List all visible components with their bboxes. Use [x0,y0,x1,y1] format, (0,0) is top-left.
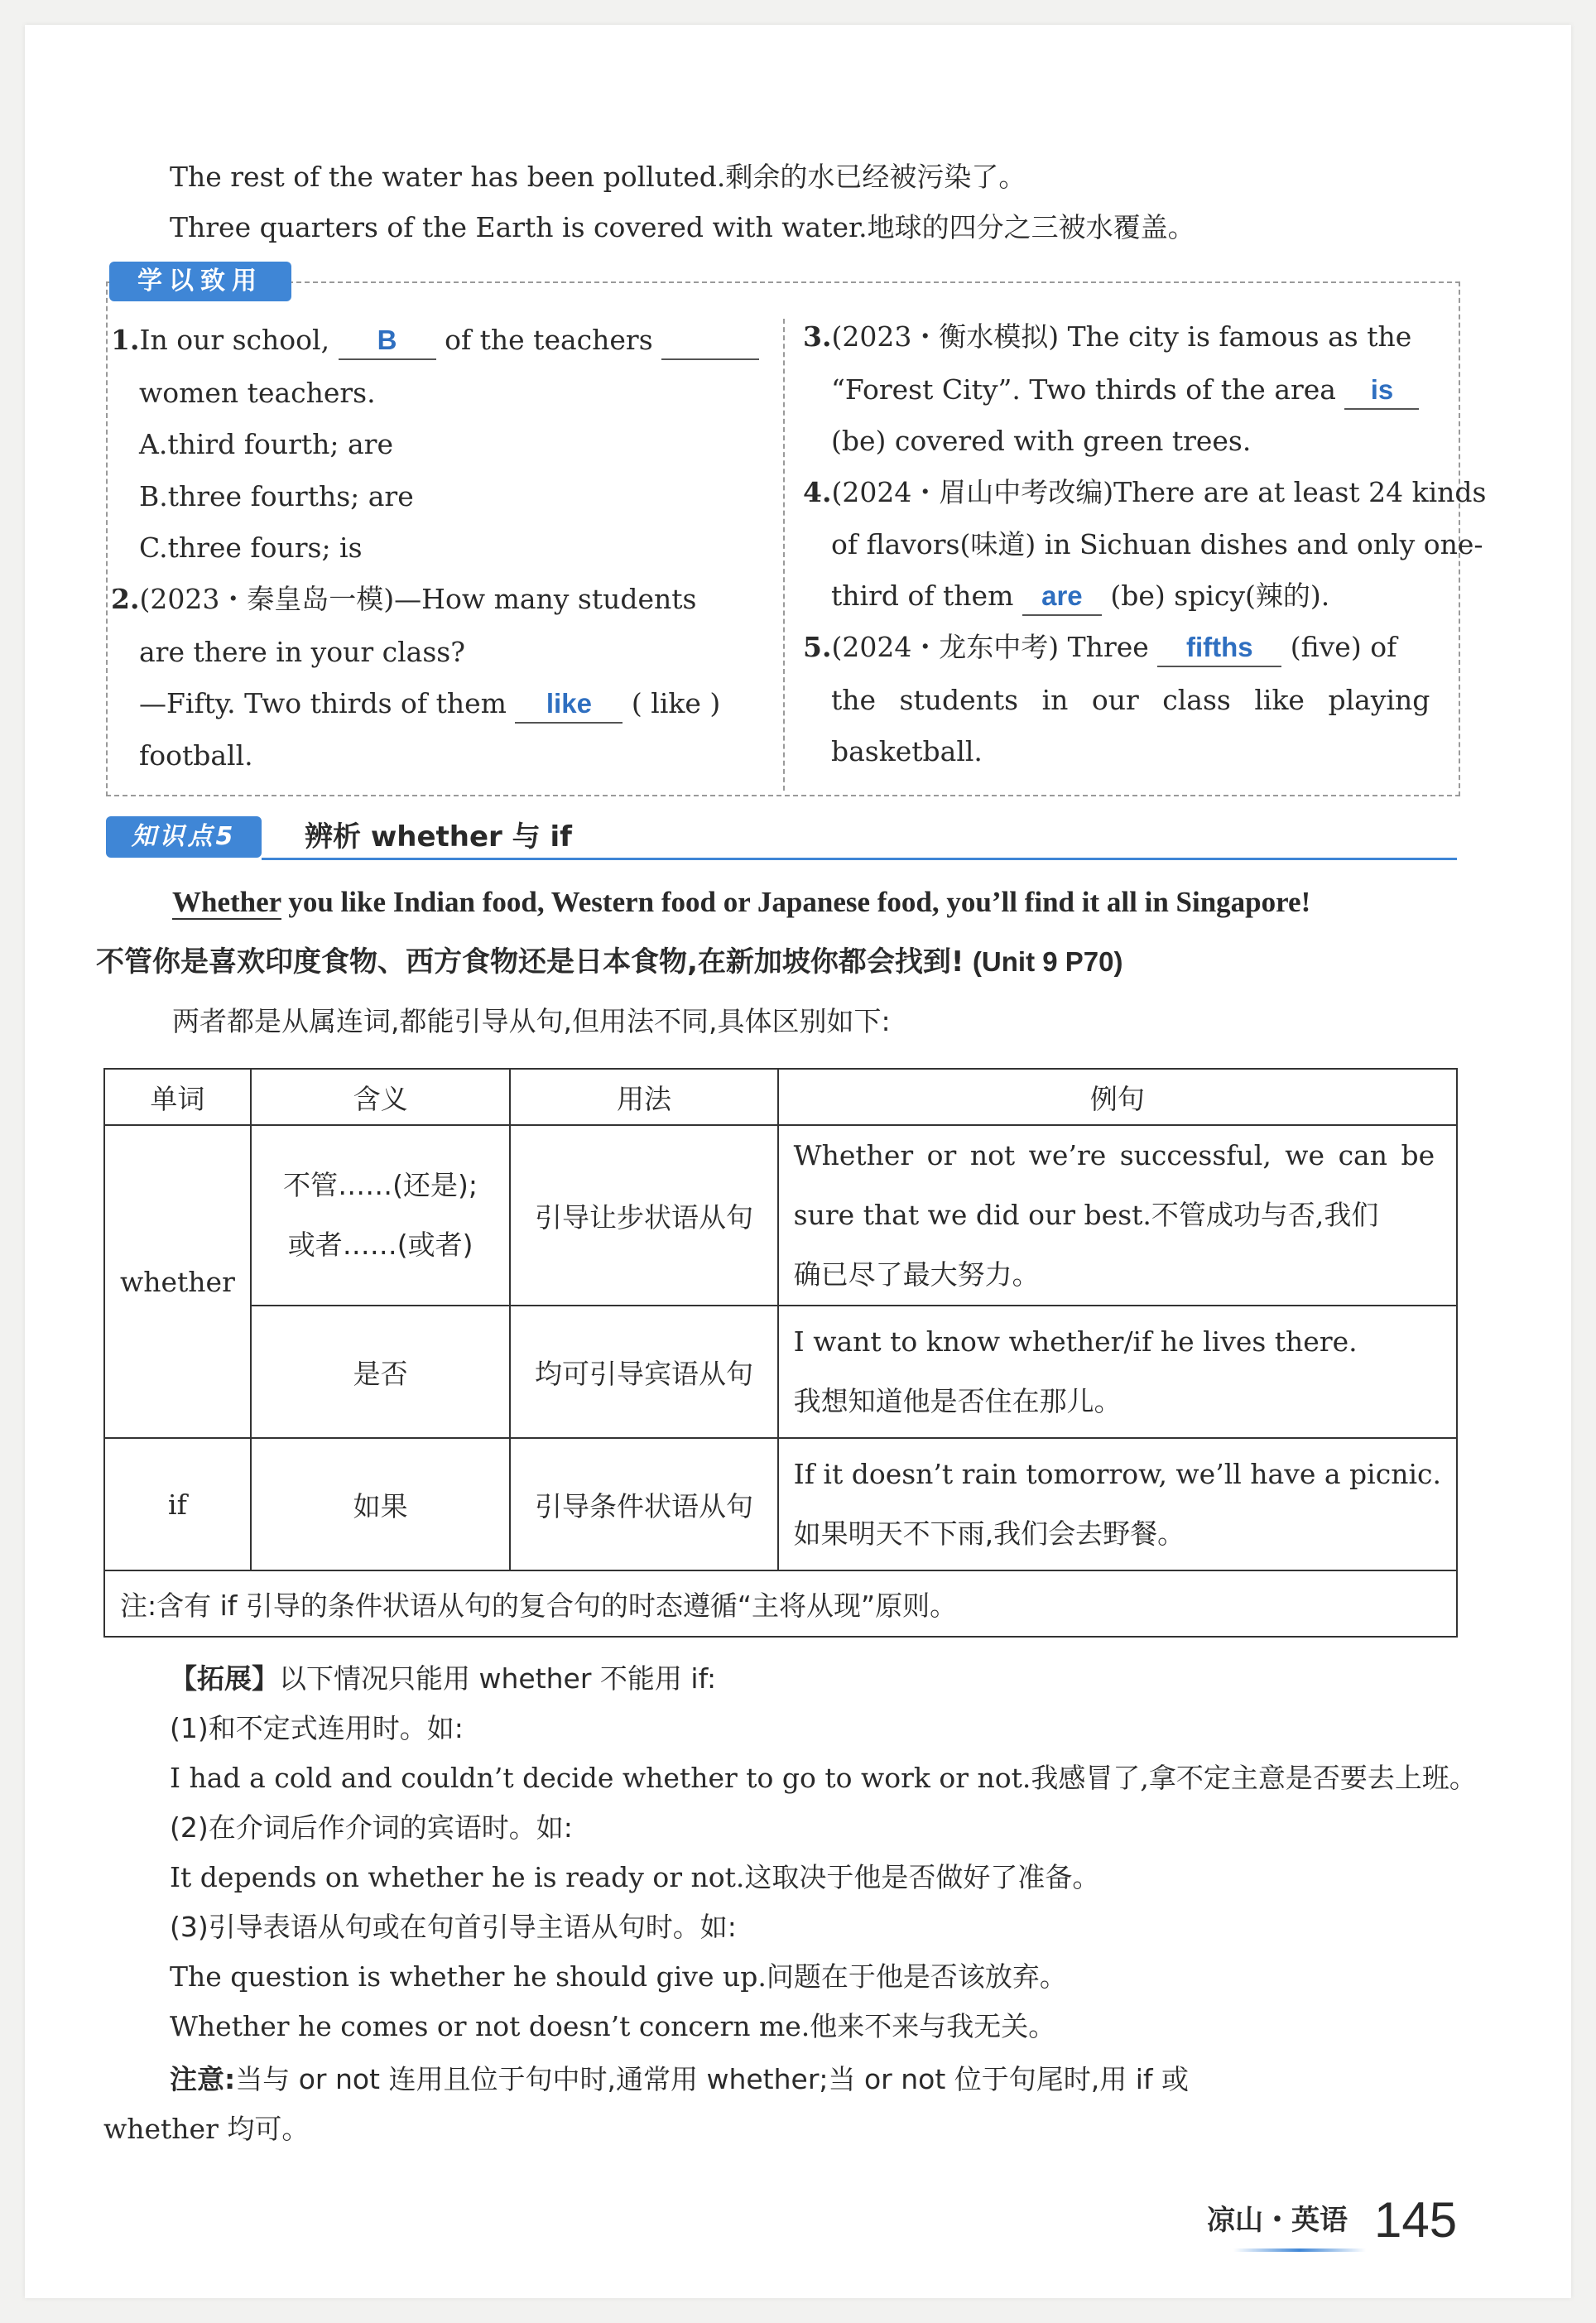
q3-line-2 [831,372,1419,410]
cell-example-row3 [778,1438,1457,1570]
section5-example-cn: 不管你是喜欢印度食物、西方食物还是日本食物,在新加坡你都会找到! [96,945,964,979]
q2-stem-c: —Fifty. Two thirds of them [139,687,507,719]
cell-example-row1 [778,1125,1457,1306]
section5-example-en [172,884,1310,921]
example-row3-line2: 如果明天不下雨,我们会去野餐。 [793,1517,1185,1550]
q4-stem-a: (2024・眉山中考改编)There are at least 24 kinds [831,476,1487,508]
q1-blank [661,322,759,360]
example-row2-line1: I want to know whether/if he lives there. [793,1325,1358,1358]
comparison-table [103,1068,1458,1638]
intro-line-1: The rest of the water has been polluted.剩余的水已经被污染了。 [170,161,1026,193]
q4-answer: are [1022,578,1102,616]
cell-example-row2 [778,1306,1457,1438]
q5-answer: fifths [1157,629,1281,667]
intro-line-2: Three quarters of the Earth is covered with water.地球的四分之三被水覆盖。 [170,211,1195,243]
example-row1-line1: Whether or not we’re successful, we can be [793,1139,1435,1171]
q1-line-2: women teachers. [139,377,376,409]
section5-example-lead: Whether [172,886,281,918]
footer-label: 凉山・英语 [1207,2204,1348,2237]
section5-badge: 知识点5 [106,816,262,858]
table-row [104,1125,1457,1306]
q5-number: 5. [803,631,832,663]
cell-usage-row1: 引导让步状语从句 [510,1125,777,1306]
table-header-usage: 用法 [510,1069,777,1125]
practice-divider [783,319,785,791]
example-row2-line2: 我想知道他是否住在那儿。 [793,1385,1122,1417]
table-header-example: 例句 [778,1069,1457,1125]
q5-line-1 [803,629,1396,667]
page-number: 145 [1374,2192,1458,2248]
table-row [104,1438,1457,1570]
table-note-row [104,1570,1457,1637]
q1-option-b: B.three fourths; are [139,480,414,512]
cell-word-whether: whether [104,1125,251,1438]
extension-item-1: (1)和不定式连用时。如: [170,1712,464,1744]
table-row [104,1306,1457,1438]
extension-note-1: 当与 or not 连用且位于句中时,通常用 whether;当 or not 位于句尾时,用 if 或 [235,2063,1190,2095]
table-header-word: 单词 [104,1069,251,1125]
q1-number: 1. [111,324,140,356]
table-header-row [104,1069,1457,1125]
q3-line-1 [803,319,1411,355]
example-row3-line1: If it doesn’t rain tomorrow, we’ll have a picnic. [793,1458,1441,1490]
extension-item-7: Whether he comes or not doesn’t concern me.他来不来与我无关。 [170,2010,1056,2042]
q1-line-1 [111,322,759,360]
section5-title: 辨析 whether 与 if [305,820,572,854]
table-note: 注:含有 if 引导的条件状语从句的复合句的时态遵循“主将从现”原则。 [104,1570,1457,1637]
example-row1-line3: 确已尽了最大努力。 [793,1258,1040,1291]
cell-meaning-row2: 是否 [251,1306,510,1438]
q1-stem-b: of the teachers [445,324,653,356]
extension-label: 【拓展】 [170,1662,279,1695]
q4-stem-d: (be) spicy(辣的). [1110,580,1330,612]
q3-line-3: (be) covered with green trees. [831,425,1252,457]
q4-line-1 [803,474,1486,511]
cell-usage-row2: 均可引导宾语从句 [510,1306,777,1438]
q5-stem-b: (five) of [1290,631,1397,663]
q5-line-3: basketball. [831,735,983,767]
q5-stem-a: (2024・龙东中考) Three [831,631,1149,663]
q2-line-2: are there in your class? [139,636,465,668]
table-header-meaning: 含义 [251,1069,510,1125]
q1-stem-a: In our school, [139,324,330,356]
q3-answer: is [1344,372,1419,410]
section5-rule [262,858,1457,860]
section5-example-ref: (Unit 9 P70) [972,946,1123,977]
cell-usage-row3: 引导条件状语从句 [510,1438,777,1570]
q2-answer: like [515,685,623,724]
q1-answer: B [339,322,436,360]
extension-item-6: The question is whether he should give up.问题在于他是否该放弃。 [170,1960,1067,1993]
cell-word-if: if [104,1438,251,1570]
q1-option-c: C.three fours; is [139,531,363,564]
practice-badge: 学以致用 [109,262,291,301]
q4-line-3 [831,578,1329,616]
section5-example-cn-line [96,944,1122,980]
example-row1-line2: sure that we did our best.不管成功与否,我们 [793,1199,1379,1231]
cell-meaning-row1 [251,1125,510,1306]
q3-number: 3. [803,320,832,353]
q3-stem-a: (2023・衡水模拟) The city is famous as the [831,320,1412,353]
section5-example-rest: you like Indian food, Western food or Japanese food, you’ll find it all in Singapore! [281,886,1311,918]
extension-note-line-2: whether 均可。 [103,2113,310,2145]
q5-line-2: the students in our class like playing [831,684,1430,716]
q3-stem-b: “Forest City”. Two thirds of the area [831,373,1336,406]
extension-note-label: 注意: [170,2063,236,2095]
q4-line-2: of flavors(味道) in Sichuan dishes and only one- [831,528,1483,560]
q2-line-1 [111,581,696,618]
cell-meaning-row3: 如果 [251,1438,510,1570]
q2-line-4: football. [139,739,253,772]
section5-intro: 两者都是从属连词,都能引导从句,但用法不同,具体区别如下: [172,1005,891,1037]
q2-number: 2. [111,583,140,615]
extension-item-5: (3)引导表语从句或在句首引导主语从句时。如: [170,1911,737,1943]
q2-line-3 [139,685,720,724]
extension-item-4: It depends on whether he is ready or not.这取决于他是否做好了准备。 [170,1861,1100,1893]
q2-stem-a: (2023・秦皇岛一模)—How many students [139,583,697,615]
q2-stem-d: ( like ) [631,687,721,719]
q4-stem-c: third of them [831,580,1014,612]
q1-option-a: A.third fourth; are [139,428,393,460]
extension-item-3: (2)在介词后作介词的宾语时。如: [170,1811,573,1844]
extension-heading [170,1661,716,1697]
q4-number: 4. [803,476,832,508]
extension-note-line-1 [170,2061,1189,2098]
extension-intro: 以下情况只能用 whether 不能用 if: [279,1662,717,1695]
footer-accent-line [1233,2248,1366,2252]
meaning-row1-line1: 不管……(还是); [283,1169,478,1201]
extension-item-2: I had a cold and couldn’t decide whether to go to work or not.我感冒了,拿不定主意是否要去上班。 [170,1762,1477,1794]
meaning-row1-line2: 或者……(或者) [287,1229,474,1261]
